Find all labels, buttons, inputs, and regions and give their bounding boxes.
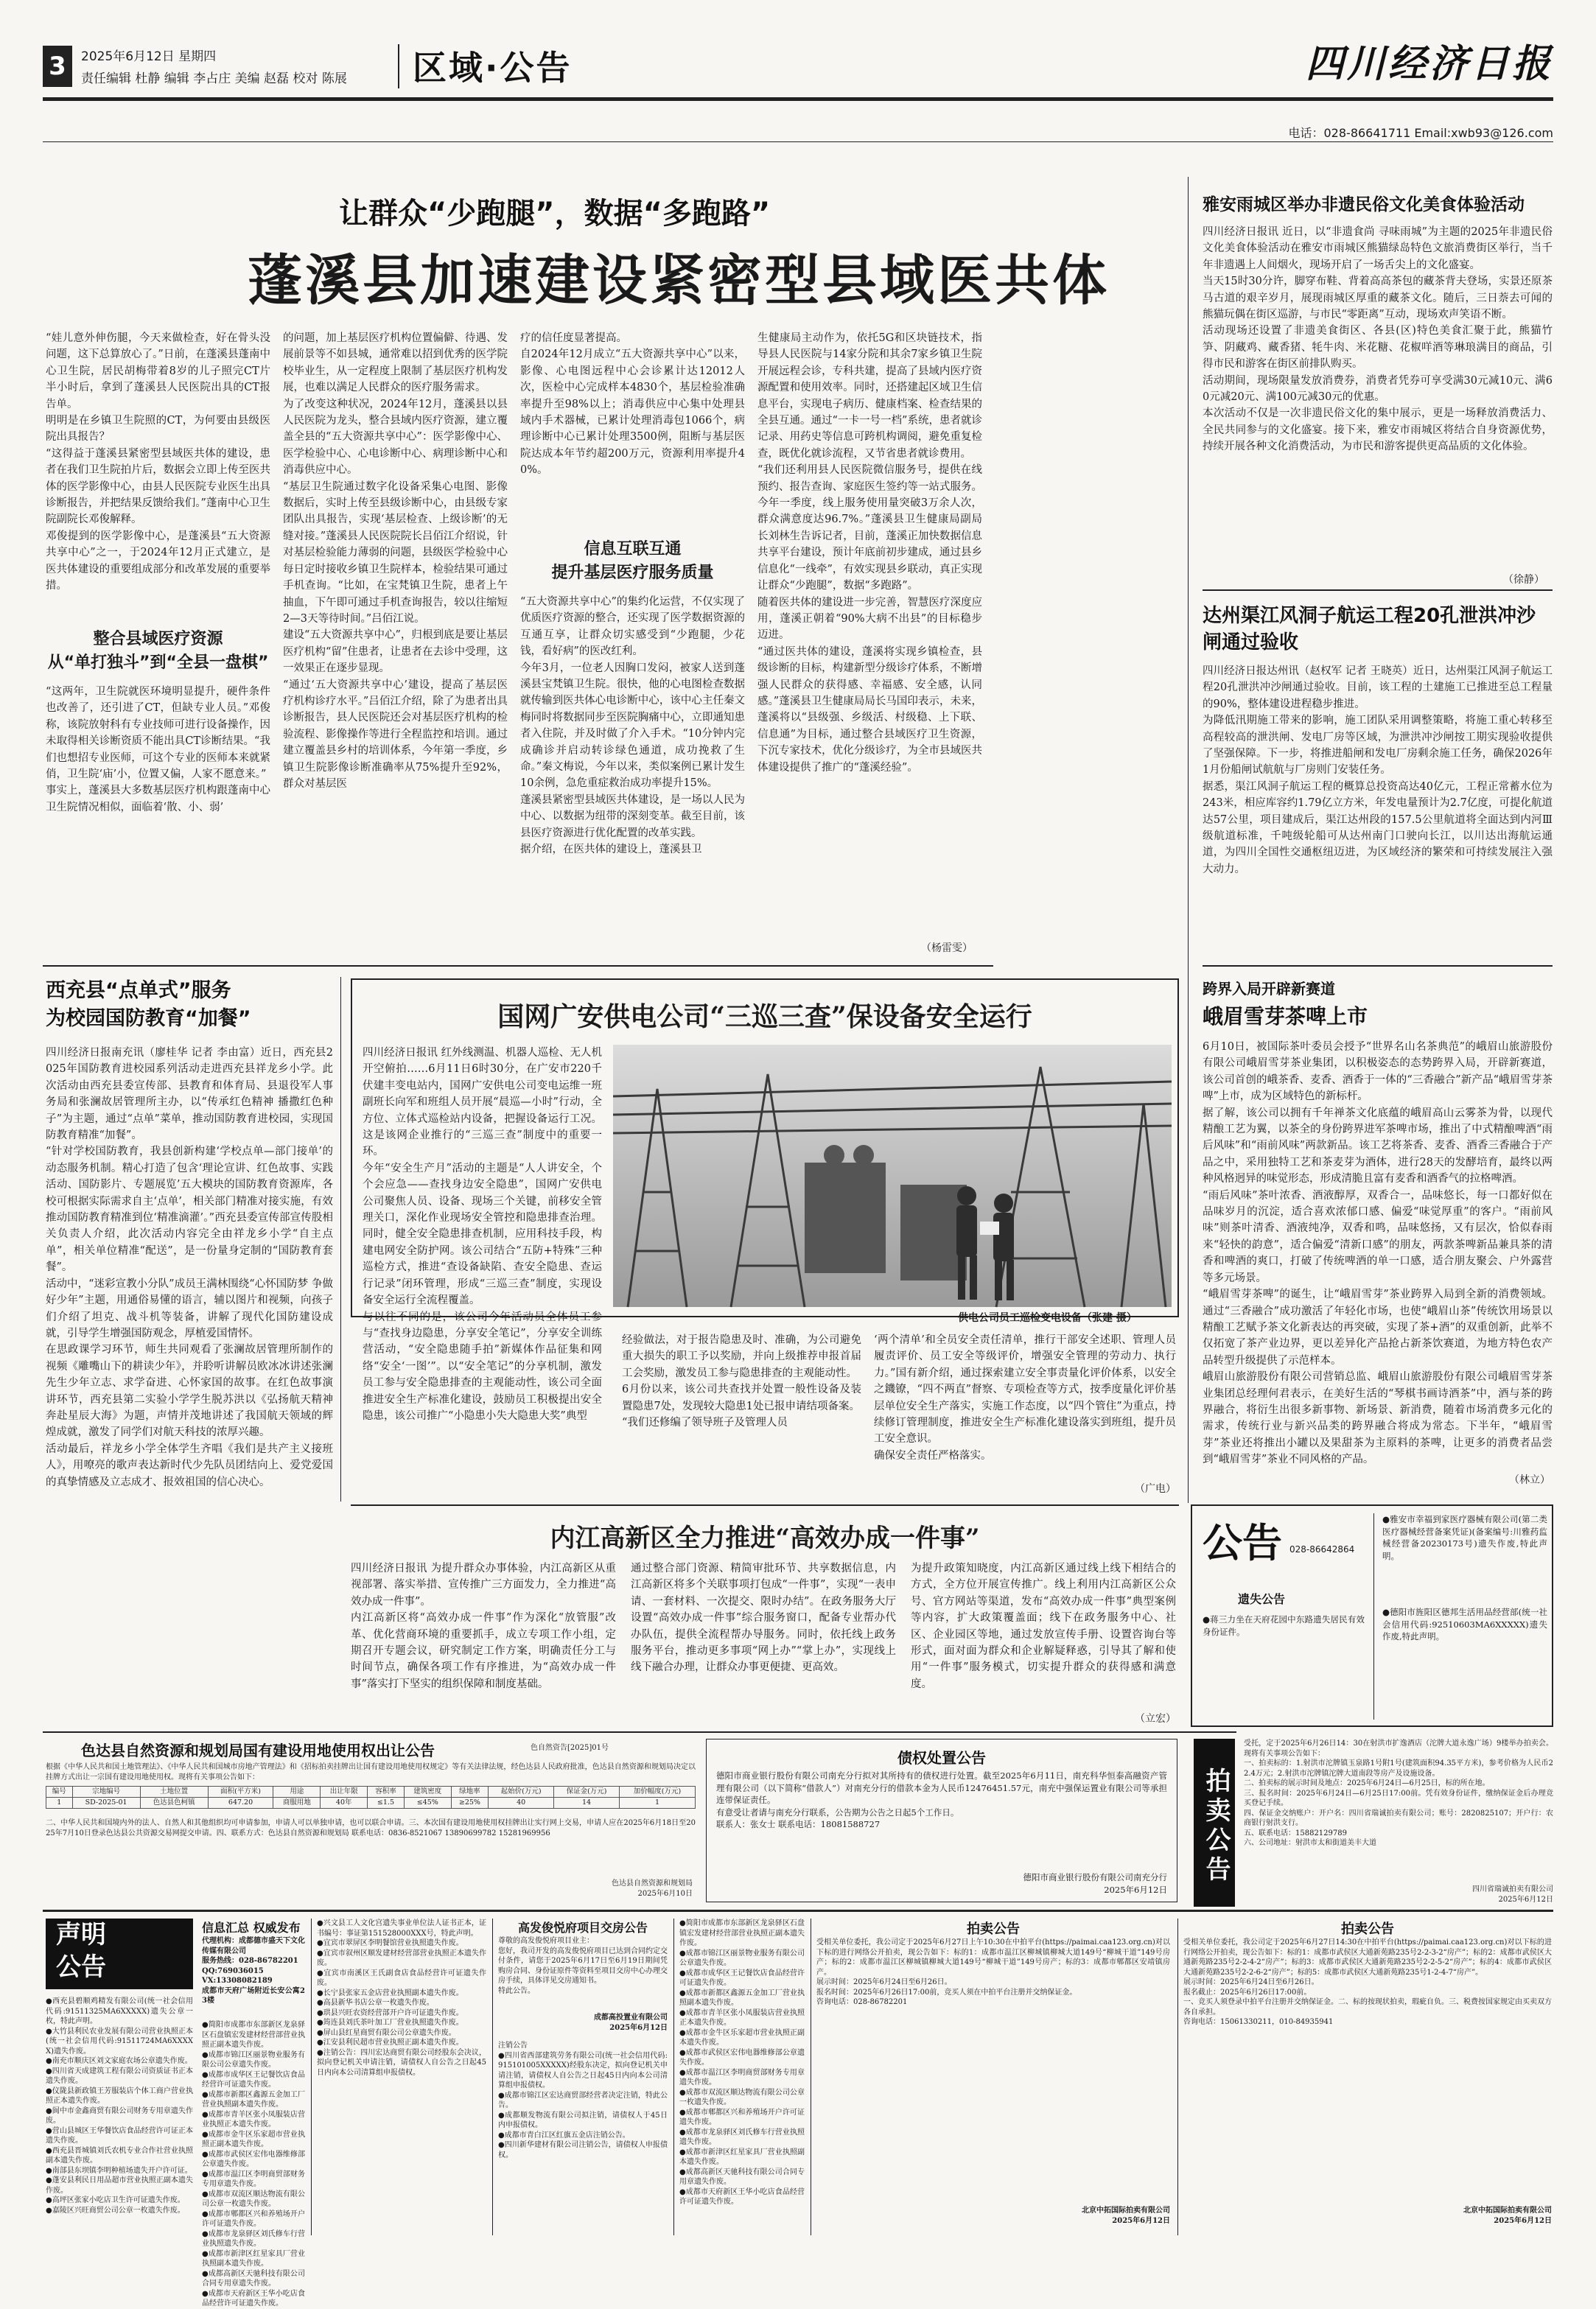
debt-sign: 德阳市商业银行股份有限公司南充分行 2025年6月12日 (1023, 1872, 1167, 1895)
lead-byline: （杨雷雯） (921, 942, 973, 954)
substation-photo (613, 1045, 1172, 1307)
xichong-headline: 西充县“点单式”服务 为校园国防教育“加餐” (46, 979, 251, 1030)
notice-item-3: ●德阳市旌阳区德邦生活用品经营部(统一社会信用代码:92510603MA6XXXXX)遗失作废,特此声明。 (1382, 1607, 1547, 1641)
lead-col-3b: “五大资源共享中心”的集约化运营，不仅实现了优质医疗资源的整合，还实现了医学数据资源的互通互享，让群众切实感受到“少跑腿，少花钱，看好病”的医改红利。 今年3月，一位老人因胸口发闷，被家人送到蓬溪县宝梵镇卫生院。很快，他的心电图检查数据就传输到医共体心电诊断中心，该中心主任秦文梅同时将数据同步至医院胸痛中心，立即通知患者入住院，并及时做了介入手术。“10分钟内完成确诊并启动转诊绿色通道，成功挽救了生命。”秦文梅说，今年以来，类似案例已累计发生10余例，急危重症救治成功率提升15%。 蓬溪县紧密型县域医共体建设，是一场以人民为中心、以数据为纽带的深刻变革。截至目前，该县医疗资源进行优化配置的改革实践。 据介绍，在医共体的建设上，蓬溪县卫 (520, 596, 745, 856)
land-table-row (46, 1798, 696, 1809)
notice-big-title: 公告 (1203, 1520, 1282, 1566)
land-notice-sign: 色达县自然资源和规划局 2025年6月10日 (612, 1879, 693, 1898)
neijiang-col-3: 为提升政策知晓度，内江高新区通过线上线下相结合的方式，全方位开展宣传推广。线上利用内江高新区公众号、官方网站等渠道，发布“高效办成一件事”典型案例等内容，扩大政策覆盖面；线下在政务服务中心、社区、企业园区等地，通过发放宣传手册、设置咨询台等形式，面对面为群众和企业解疑释惑，引导其了解和使用“一件事”服务模式，切实提升群众的获得感和满意度。 (911, 1563, 1176, 1690)
right-col-vrule (1188, 177, 1189, 1503)
land-td: 商服用地 (273, 1798, 321, 1809)
emei-body: 6月10日，被国际茶叶委员会授予“世界名山名茶典范”的峨眉山旅游股份有限公司峨眉雪芽茶业集团，以积极姿态的态势跨界入局，开辟新赛道，该公司首创的峨茶香、麦香、酒香于一体的“三香融合”新产品“峨眉雪芽茶啤”上市，成为区域特色的新标杆。 据了解，该公司以拥有千年禅茶文化底蕴的峨眉高山云雾茶为骨，以现代精酿工艺为翼，以茶全的身份跨界进军茶啤市场，推出了中式精酿啤酒“雨后风味”和“雨前风味”两款新品。该工艺将茶香、麦香、酒香三香融合于产品之中，采用独特工艺和茶麦芽为酒体，进行28天的发酵培育，最终以两种风格迥异的味觉形态，形成清脆且富有麦香和酒香气的拉格啤酒。 “雨后风味”茶叶浓香、酒液醇厚，双香合一，品味悠长，每一口都好似在品味岁月的沉淀，适合喜欢浓郁口感、偏爱“味觉厚重”的客户。“雨前风味”则茶叶清香、酒液纯净，双香和鸣，品味悠扬，又有层次，恰似春雨来“轻快的韵意”，适合偏爱“清新口感”的朋友，两款茶啤新品兼具茶的清香和啤酒的爽口，打破了传统啤酒的单一口感，适合朋友聚会、户外露营等多元场景。 “峨眉雪芽茶啤”的诞生，让“峨眉雪芽”茶业跨界入局到全新的消费领域。通过“三香融合”成功激活了年轻化市场，也使“峨眉山茶”传统饮用场景以精酿工艺赋予茶文化新表达的再突破，实现了茶+酒”的双重创新，此举不仅拓宽了茶产业边界，更以差异化产品抢占新茶饮赛道，为地方特色农产品转型升级提供了示范样本。 峨眉山旅游股份有限公司营销总监、峨眉山旅游股份有限公司峨眉雪芽茶业集团总经理何君表示，在美好生活的“琴棋书画诗酒茶”中，酒与茶的跨界融合，将衍生出很多新事物、新场景、新消费，随着市场消费多元化的需求，传统行业与新兴品类的跨界融合将成为常态。下半年，“峨眉雪芽”茶业还将推出小罐以及果甜茶为主原料的茶啤，让更多的消费者品尝到“峨眉雪芽”茶业不同风格的产品。 (1203, 1041, 1553, 1466)
junyue-sign: 成都高投置业有限公司 2025年6月12日 (594, 2014, 668, 2032)
neijiang-col-1: 四川经济日报讯 为提升群众办事体验，内江高新区从重视部署、落实举措、宣传推广三方面发力，全力推进“高效办成一件事”。 内江高新区将“高效办成一件事”作为深化“放管服”改革、优化营商环境的重要抓手，成立专项工作小组，定期召开专题会议，研究制定工作方案，明确责任分工与时间节点，确保各项工作有序推进，为“高效办成一件事”落实打下坚实的组织保障和制度基础。 (351, 1563, 616, 1690)
notice-phone: 028-86642864 (1289, 1544, 1355, 1555)
junyue-body: 尊敬的高发俊悦府项目业主： 您好，我司开发的高发俊悦府项目已达到合同约定交付条件，请您于2025年6月17日至6月19日期间凭购房合同、身份证原件等资料至项目交房中心办理交房手续，具体详见交房通知书。 特此公告。 (498, 1937, 668, 1995)
xichong-body: 四川经济日报南充讯（廖桂华 记者 李由富）近日，西充县2025年国防教育进校园系列活动走进西充县祥龙乡小学。此次活动由西充县委宣传部、县教育和体育局、县退役军人事务局和张澜故居管理所主办，以“传承红色精神 播撒红色种子”为主题，通过“点单”菜单，推动国防教育进校园，实现国防教育精准“加餐”。 “针对学校国防教育，我县创新构建‘学校点单—部门接单’的动态服务机制。精心打造了包含‘理论宣讲、红色故事、实践活动、国防影片、专题展览’五大模块的国防教育资源库，各校可根据实际需求自主‘点单’，相关部门精准对接实施，有效推动国防教育精准到位‘精准滴灌’。”西充县委宣传部宣传股相关负责人介绍，此次活动内容完全由祥龙乡小学“自主点单”，相关单位精准“配送”，是一份量身定制的“国防教育套餐”。 活动中，“迷彩宣教小分队”成员王满林围绕“心怀国防梦 争做好少年”主题，用通俗易懂的语言，辅以图片和视频，向孩子们介绍了坦克、战斗机等装备，讲解了现代化国防建设成就，引导学生增强国防观念，厚植爱国情怀。 在思政课学习环节，师生共同观看了张澜故居管理所制作的视频《雕嘴山下的耕读少年》，并聆听讲解员欧冰冰讲述张澜先生少年立志、求学奋进、心怀家国的故事。在红色故事演讲环节，西充县第二实验小学学生脱苏洪以《弘扬航天精神 奔赴星辰大海》为题，声情并茂地讲述了我国航天领域的辉煌成就，激发了同学们对航天科技的浓厚兴趣。 活动最后，祥龙乡小学全体学生齐唱《我们是共产主义接班人》，用嘹亮的歌声表达新时代少先队员团结向上、爱党爱国的真挚情感及立志成才、报效祖国的信心决心。 (46, 1047, 333, 1488)
land-td: 1 (46, 1798, 73, 1809)
land-th: 用途 (273, 1787, 321, 1798)
auction-ruicheng-body: 受托，定于2025年6月26日14：30在射洪市扩逸酒店（沱牌大道永逸广场）9楼举办拍卖会。现将有关事项公告如下： 一、拍卖标的：1.射洪市沱牌镇玉泉路1号附1号(建筑面积94.35平方米)，参考价格为人民币22.4万元；2.射洪市沱牌镇沱牌大道南段等房产及设施设备。 二、拍卖标的展示时间及地点：2025年6月24日—6月25日，标的所在地。 三、报名时间：2025年6月24日—6月25日17:00前。凭有效身份证件，缴纳保证金后办理竞买登记手续。 四、保证金交纳账户：开户名：四川省瑞诚拍卖有限公司；账号：2820825107；开户行：农商银行射洪支行。 五、联系电话：15882129789 六、公司地址：射洪市太和街道美丰大道 (1244, 1739, 1553, 1847)
lead-headline: 蓬溪县加速建设紧密型县域医共体 (248, 249, 1110, 312)
xichong-vrule (340, 977, 341, 1502)
dazhou-body: 四川经济日报达州讯（赵权军 记者 王晓英）近日，达州渠江风洞子航运工程20孔泄洪冲沙闸通过验收。目前，该工程的土建施工已推进至总工程量的90%，整体建设进程稳步推进。 为降低汛期施工带来的影响，施工团队采用调整策略，将施工重心转移至高程较高的泄洪闸、发电厂房等区域，为泄洪冲沙闸按工期实现验收提供了坚强保障。下一步，将推进船闸和发电厂房剩余施工任务，确保2026年1月份船闸试航航与厂房则门安装任务。 据悉，渠江风洞子航运工程的概算总投资高达40亿元，工程正常蓄水位为243米，相应库容约1.79亿立方米，年发电量预计为2.7亿度，可提化航道达57公里，项目建成后，渠江达州段的157.5公里航道将全面达到内河Ⅲ级航道标准，千吨级轮船可从达州南门口驶向长江，以川达出海航运通道，为四川全国性交通枢纽迈进，为区域经济的繁荣和可持续发展注入强大动力。 (1203, 665, 1553, 875)
guangan-headline: 国网广安供电公司“三巡三查”保设备安全运行 (497, 1001, 1032, 1032)
bottom-vrule-3 (673, 1919, 674, 2235)
page-number-box: 3 (43, 46, 72, 87)
land-td: 647.20 (208, 1798, 273, 1809)
land-td: 40 (489, 1798, 554, 1809)
neijiang-headline: 内江高新区全力推进“高效办成一件事” (550, 1524, 980, 1553)
land-td: 1 (619, 1798, 695, 1809)
land-td: SD-2025-01 (72, 1798, 140, 1809)
guangan-body-2: 经验做法，对于报告隐患及时、准确，为公司避免重大损失的职工予以奖励，并向上级推荐申报首届工会奖励，激发员工参与隐患排查的主观能动性。 6月份以来，该公司共查找并处置一般性设备及装置隐患7处，发现较大隐患1处已报申请结项备案。 “我们还修编了领导班子及管理人员 (622, 1334, 861, 1429)
debt-title: 债权处置公告 (897, 1749, 986, 1767)
land-td: 40年 (321, 1798, 368, 1809)
shengming-items: ●西充县碧顺鸡精发有限公司(统一社会信用代码:91511325MA6XXXXX)遗失公章一枚，特此声明。 ●大竹县利民农业发展有限公司营业执照正本(统一社会信用代码:91511724MA6XXXXX)遗失作废。 ●南充市顺庆区刘文家庭农场公章遗失作废。 ●四川省天成建筑工程有限公司资质证书正本遗失作废。 ●仪陇县新政镇王芳服装店个体工商户营业执照正本遗失作废。 ●阆中市金鑫商贸有限公司财务专用章遗失作废。 ●营山县城区王华餐饮店食品经营许可证正本遗失作废。 ●西充县晋城镇刘氏农机专业合作社营业执照副本遗失作废。 ●南部县东坝镇李明种植场遗失开户许可证。 ●蓬安县利民日用品超市营业执照正副本遗失作废。 ●高坪区张家小吃店卫生许可证遗失作废。 ●嘉陵区兴旺商贸公司公章一枚遗失作废。 (46, 1997, 193, 2215)
notice-item-1: ●蒋三力坐在天府花园中东路遗失居民有效身份证件。 (1203, 1614, 1365, 1637)
lead-col-1a: “娃儿意外伸伤腿，今天来做检查，好在骨头没问题，这下总算放心了。”日前，在蓬溪县蓬南中心卫生院，居民胡梅带着8岁的儿子照完CT片半小时后，拿到了蓬溪县人民医院出具的CT报告单。 明明是在乡镇卫生院照的CT，为何要由县级医院出具报告？ “这得益于蓬溪县紧密型县域医共体的建设，患者在我们卫生院拍片后，数据会立即上传至医共体的医学影像中心，由县人民医院专业医生出具诊断报告，并把结果反馈给我们。”蓬南中心卫生院副院长邓俊解释。 邓俊提到的医学影像中心，是蓬溪县“五大资源共享中心”之一，于2024年12月正式建立，是医共体建设的重要组成部分和改革发展的重要举措。 (46, 332, 270, 592)
land-td: ≥25% (451, 1798, 489, 1809)
land-th: 保证金(万元) (554, 1787, 620, 1798)
auction-2-body: 受相关单位委托，我公司定于2025年6月27日14:30在中拍平台(https://paimai.caa123.org.cn)对以下标的进行网络公开拍卖，现公告如下：标的1：成都市武侯区大通新苑路235号2-2-3-2“房产”；标的2：成都市武侯区大通新苑路235号2-2-4-2“房产”；标的3：成都市武侯区大通新苑路235号2-2-5-2“房产”；标的4：成都市武侯区大通新苑路235号2-2-6-2“房产”；标的5：成都市武侯区大通新苑路235号1-2-4-7“房产”。 展示时间：2025年6月24日至6月26日。 报名截止：2025年6月26日17:00前。 一、竞买人须登录中拍平台注册并交纳保证金。二、标的按现状拍卖，瑕疵自负。三、税费按国家规定由买卖双方各自承担。 咨询电话：15061330211，010-84935941 (1183, 1938, 1552, 2026)
shengming-banner: 声明 公告 (46, 1919, 193, 1989)
emei-byline: （林立） (1509, 1474, 1550, 1486)
auction-2-sign: 北京中拓国际拍卖有限公司 2025年6月12日 (1463, 2207, 1552, 2225)
contact-rule (43, 141, 1553, 142)
shengming-col-2: ●简阳市成都市东部新区龙泉驿区石盘镇宏发建材经营部营业执照正副本遗失作废。 ●成都市锦江区丽景物业服务有限公司公章遗失作废。 ●成都市成华区王记餐饮店食品经营许可证遗失作废。 ●成都市新都区鑫源五金加工厂营业执照副本遗失作废。 ●成都市青羊区张小凤服装店营业执照正本遗失作废。 ●成都市金牛区乐家超市营业执照正副本遗失作废。 ●成都市武侯区宏伟电器维修部公章遗失作废。 ●成都市温江区李明商贸部财务专用章遗失作废。 ●成都市双流区顺达物流有限公司公章一枚遗失作废。 ●成都市郫都区兴和养殖场开户许可证遗失作废。 ●成都市龙泉驿区刘氏修车行营业执照遗失作废。 ●成都市新津区红星家具厂营业执照副本遗失作废。 ●成都高新区天驰科技有限公司合同专用章遗失作废。 ●成都市天府新区王华小吃店食品经营许可证遗失作废。 (202, 2021, 305, 2308)
ads-top-rule (43, 1910, 1553, 1912)
land-th: 容积率 (368, 1787, 405, 1798)
guangan-byline: （广电） (1135, 1483, 1176, 1495)
guangan-body-1: 四川经济日报讯 红外线测温、机器人巡检、无人机开空俯拍……6月11日6时30分，在广安市220千伏建丰变电站内，国网广安供电公司变电运维一班副班长向军和班组人员开展“晨巡—小时”行动，全方位、立体式巡检站内设备，把握设备运行工况。这是该网企业推行的“三巡三查”制度中的重要一环。 今年“安全生产月”活动的主题是“人人讲安全，个个会应急——查找身边安全隐患”，国网广安供电公司聚焦人员、设备、现场三个关键，前移安全管理关口，深化作业现场安全管控和隐患排查治理。同时，健全安全隐患排查机制，应用科技手段，构建电网安全防护网。该公司结合“五防+特殊”三种巡检方式，推进“查设备缺陷、查安全隐患、查运行记录”闭环管理，形成“三巡三查”制度，实现设备安全运行全流程覆盖。 与以往不同的是，该公司今年活动员全体员工参与“查找身边隐患，分享安全笔记”，分享安全训练营活动，“安全隐患随手拍”新媒体作品征集和网络“安全‘一图’”。以“安全笔记”的分享机制，激发员工参与安全隐患排查的主观能动性，该公司全面推进安全生产标准化建设，鼓励员工积极提出安全隐患，该公司推广“小隐患小失大隐患大奖”典型 (363, 1047, 602, 1422)
bottom-vrule-1 (311, 1919, 312, 2235)
land-td: ≤1.5 (368, 1798, 405, 1809)
land-td: 14 (554, 1798, 620, 1809)
guangan-body-3: ‘两个清单’和全员安全责任清单，推行干部安全述职、管理人员履责评价、员工安全等级评价，增强安全管理的劳动力、执行力。”国有新介绍，通过探索建立安全事责量化评价体系，以安全之鐖镣，“四不两直”督察、专项检查等方式，按季度量化评价基层单位安全生产落实，实施工作态度，以“四个管住”为重点，持续修订管理制度，推进安全生产标准化建设落实到班组，提升员工安全意识。 确保安全责任严格落实。 (874, 1334, 1176, 1462)
masthead-divider (398, 44, 399, 88)
shengming-head: 信息汇总 权威发布 (202, 1921, 301, 1935)
editors-line: 责任编辑 杜静 编辑 李占庄 美编 赵磊 校对 陈展 (81, 71, 347, 86)
lead-col-3a: 疗的信任度显著提高。 自2024年12月成立“五大资源共享中心”以来，影像、心电图远程中心会诊累计达12012人次，医检中心完成样本4830个，基层检验准确率提升至98%以上；消毒供应中心集中处理县域内手术器械，已累计处理消毒包1066个，病理诊断中心已累计处理3500例，阻断与基层医院达成本年节约超200万元，资源利用率提升40%。 (520, 332, 745, 477)
bottom-vrule-2 (492, 1919, 493, 2235)
dazhou-headline: 达州渠江风洞子航运工程20孔泄洪冲沙闸通过验收 (1203, 605, 1536, 654)
yaan-headline: 雅安雨城区举办非遗民俗文化美食体验活动 (1203, 195, 1525, 214)
yaan-byline: （徐静） (1503, 574, 1544, 586)
section-title: 区域·公告 (413, 48, 573, 88)
land-th: 面积(平方米) (208, 1787, 273, 1798)
dazhou-rule (1203, 965, 1553, 967)
land-td: 色达县色柯镇 (140, 1798, 208, 1809)
lead-col-1b: “这两年，卫生院就医环境明显提升，硬件条件也改善了，还引进了CT，但缺专业人员。”邓俊称，该院放射科有专业技师可进行设备操作，因未取得相关诊断资质不能出具CT诊断结果。“我们也想招专业医师，可这个专业的医师本来就紧俏，卫生院‘庙’小，位置又偏，人家不愿意来。” 事实上，蓬溪县大多数基层医疗机构跟蓬南中心卫生院情况相似，面临着‘散、小、弱’ (46, 686, 270, 813)
contact-line: 电话：028-86641711 Email:xwb93@126.com (1288, 126, 1553, 140)
neijiang-col-2: 通过整合部门资源、精简审批环节、共享数据信息，内江高新区将多个关联事项打包成“一件事”，实现“一表申请、一套材料、一次提交、限时办结”。在政务服务大厅设置“高效办成一件事”综合服务窗口，配备专业帮办代办队伍，提供全流程帮办导服务。同时，依托线上政务服务平台，推动更多事项“网上办”“掌上办”，实现线上线下融合办理，让群众办事更便捷、更高效。 (631, 1563, 896, 1674)
auction-2-title: 拍卖公告 (1341, 1921, 1394, 1937)
notice-item-2: ●雅安市幸福到家医疗器械有限公司(第二类医疗器械经营备案凭证)(备案编号:川雅药监械经营备20230173号)遗失作废,特此声明。 (1382, 1514, 1547, 1561)
paper-logo: 四川经济日报 (1305, 41, 1553, 86)
neijiang-byline: （立宏） (1135, 1713, 1176, 1725)
lead-subhead-1: 整合县域医疗资源 从“单打独斗”到“全县一盘棋” (47, 630, 269, 672)
debt-body: 德阳市商业银行股份有限公司南充分行拟对其所持有的债权进行处置。截至2025年6月11日，南充科华恒泰高融资产管理有限公司（以下简称“借款人”）对南充分行的借款本金为人民币12476451.57元，南充中强保运置业有限公司等承担连带保证责任。 有意受让者请与南充分行联系，公告期为公告之日起5个工作日。 联系人：张女士 联系电话：18081588727 (716, 1770, 1167, 1829)
cancel-notices: 注销公告 ●四川省西部建筑劳务有限公司(统一社会信用代码:915101005XXXXX)经股东决定，拟向登记机关申请注销，请债权人自公告之日起45日内向本公司清算组申报债权。 ●成都市锦江区宏达商贸部经营者决定注销，特此公告。 ●成都顺发物流有限公司拟注销，请债权人于45日内申报债权。 ●成都市青白江区红旗五金店注销公告。 ●四川新华建材有限公司注销公告，请债权人申报债权。 (498, 2042, 668, 2159)
lead-bottom-rule (43, 965, 993, 967)
land-table-header (46, 1787, 696, 1798)
classified-col-3: ●兴文县工人文化宫遗失事业单位法人证书正本，证书编号：事证第151528000XXX号，特此声明。 ●宜宾市翠屏区李明餐馆营业执照遗失作废。 ●宜宾市叙州区顺发建材经营部营业执照正本遗失作废。 ●宜宾市南溪区王氏副食店食品经营许可证遗失作废。 ●长宁县张家五金店营业执照副本遗失作废。 ●高县新华书店公章一枚遗失作废。 ●珙县兴旺农资经营部开户许可证遗失作废。 ●筠连县刘氏茶叶加工厂营业执照遗失作废。 ●屏山县红星商贸有限公司公章遗失作废。 ●江安县利民超市营业执照正副本遗失作废。 ●注销公告：四川宏达商贸有限公司经股东会决议，拟向登记机关申请注销，请债权人自公告之日起45日内向本公司清算组申报债权。 (317, 1919, 486, 2077)
lead-col-4: 生健康局主动作为，依托5G和区块链技术，指导县人民医院与14家分院和其余7家乡镇卫生院开展远程会诊，专科共建，提高了县域内医疗资源配置和使用效率。同时，还搭建起区域卫生信息平台，实现电子病历、健康档案、检查结果的全县互通。通过“一卡一号一档”系统，患者就诊记录、用药史等信息可跨机构调阅，避免重复检查，既优化就诊流程，又节省患者就诊费用。 “我们还利用县人民医院微信服务号，提供在线预约、报告查询、家庭医生签约等一站式服务。今年一季度，线上服务使用量突破3万余人次，群众满意度达96.7%。”蓬溪县卫生健康局副局长刘林生告诉记者，目前，蓬溪正加快数据信息共享平台建设，预计年底前初步建成，通过县乡信息化“一线牵”，有效实现县乡联动，真正实现让群众“少跑腿”，数据“多跑路”。 随着医共体的建设进一步完善，智慧医疗深度应用，蓬溪正朝着“90%大病不出县”的目标稳步迈进。 “通过医共体的建设，蓬溪将实现乡镇检查，县级诊断的目标，构建新型分级诊疗体系，不断增强人民群众的获得感、幸福感、安全感，认同感。”蓬溪县卫生健康局局长马国印表示，未来，蓬溪将以“县级强、乡级活、村级稳、上下联、信息通”为目标，通过整合县域医疗卫生资源，下沉专家技术，优化分级诊疗，为全市县域医共体建设提供了推广的“蓬溪经验”。 (757, 332, 982, 774)
photo-caption: 供电公司员工巡检变电设备（张建 摄） (958, 1312, 1137, 1324)
land-notice-number: 色自然资告[2025]01号 (531, 1744, 609, 1752)
notice-lost-heading: 遗失公告 (1238, 1592, 1286, 1606)
emei-headline: 峨眉雪芽茶啤上市 (1203, 1004, 1368, 1029)
land-notice-title: 色达县自然资源和规划局国有建设用地使用权出让公告 (81, 1742, 435, 1759)
auction-1-body: 受相关单位委托，我公司定于2025年6月27日上午10:30在中拍平台(https://paimai.caa123.org.cn)对以下标的进行网络公开拍卖，现公告如下：标的1：成都市温江区柳城镇柳城大道149号“柳城干道”149号房产；标的2：成都市温江区柳城镇柳城大道149号“柳城干道”149号房产；标的3：成都市郫都区安靖镇房产。 展示时间：2025年6月24日至6月26日。 报名时间：2025年6月26日17:00前，竞买人须在中拍平台注册并交纳保证金。 咨询电话：028-86782201 (816, 1938, 1170, 2006)
junyue-title: 高发俊悦府项目交房公告 (517, 1921, 648, 1935)
land-th: 宗地编号 (72, 1787, 140, 1798)
land-notice-tail: 二、中华人民共和国境内外的法人、自然人和其他组织均可申请参加，申请人可以单独申请，也可以联合申请。三、本次国有建设用地使用权挂牌出让实行网上交易，申请人应在2025年6月18日至2025年7月10日登录色达县公共资源交易网提交申请。四、联系方式：色达县自然资源和规划局 联系电话：0836-8521067 13890699782 15281969956 (46, 1819, 696, 1837)
lead-subhead-2: 信息互联互通 提升基层医疗服务质量 (551, 540, 714, 582)
auction-1-sign: 北京中拓国际拍卖有限公司 2025年6月12日 (1082, 2207, 1170, 2225)
issue-date: 2025年6月12日 星期四 (81, 49, 217, 64)
auction-ruicheng-sign: 四川省瑞诚拍卖有限公司 2025年6月12日 (1472, 1885, 1553, 1904)
notice-vrule (1373, 1513, 1374, 1720)
classified-col-5: ●简阳市成都市东部新区龙泉驿区石盘镇宏发建材经营部营业执照正副本遗失作废。 ●成都市锦江区丽景物业服务有限公司公章遗失作废。 ●成都市成华区王记餐饮店食品经营许可证遗失作废。 ●成都市新都区鑫源五金加工厂营业执照副本遗失作废。 ●成都市青羊区张小凤服装店营业执照正本遗失作废。 ●成都市金牛区乐家超市营业执照正副本遗失作废。 ●成都市武侯区宏伟电器维修部公章遗失作废。 ●成都市温江区李明商贸部财务专用章遗失作废。 ●成都市双流区顺达物流有限公司公章一枚遗失作废。 ●成都市郫都区兴和养殖场开户许可证遗失作废。 ●成都市龙泉驿区刘氏修车行营业执照遗失作废。 ●成都市新津区红星家具厂营业执照副本遗失作废。 ●成都高新区天驰科技有限公司合同专用章遗失作废。 ●成都市天府新区王华小吃店食品经营许可证遗失作废。 (679, 1919, 805, 2206)
land-table (46, 1786, 696, 1809)
lead-col-2: 的问题，加上基层医疗机构位置偏僻、待遇、发展前景等不如县城，通常难以招到优秀的医学院校毕业生，从一定程度上限制了基层医疗机构发展，也难以满足人民群众的医疗服务需求。 为了改变这种状况，2024年12月，蓬溪县以县人民医院为龙头，整合县域内医疗资源，建立覆盖全县的“五大资源共享中心”：医学影像中心、医学检验中心、心电诊断中心、病理诊断中心和消毒供应中心。 “基层卫生院通过数字化设备采集心电图、影像数据后，实时上传至县级诊断中心，由县级专家团队出具报告，实现‘基层检查、上级诊断’的无缝对接。”蓬溪县人民医院院长吕佰江介绍说，针对基层检验能力薄弱的问题，县级医学检验中心每日定时接收乡镇卫生院样本，检验结果可通过手机查询。“比如，在宝梵镇卫生院，患者上午抽血，下午即可通过手机查询报告，较以往缩短2—3天等待时间。”吕佰江说。 建设“五大资源共享中心”，归根到底是要让基层医疗机构“留”住患者，让患者在去诊中受理，这一效果正在逐步显现。 “通过‘五大资源共享中心’建设，提高了基层医疗机构诊疗水平。”吕佰江介绍，除了为患者出具诊断报告，县人民医院还会对基层医疗机构的检验流程、影像操作等进行全程监控和培训。通过建立覆盖县乡村的培训体系，今年第一季度，乡镇卫生院影像诊断准确率从75%提升至92%，群众对基层医 (283, 332, 508, 790)
land-th: 土地位置 (140, 1787, 208, 1798)
masthead-rule-thick (43, 97, 1553, 101)
land-th: 绿地率 (451, 1787, 489, 1798)
land-th: 出让年限 (321, 1787, 368, 1798)
auction-vertical-banner: 拍卖公告 (1194, 1739, 1235, 1907)
lead-kicker: 让群众“少跑腿”，数据“多跑路” (339, 197, 771, 231)
land-th: 编号 (46, 1787, 73, 1798)
shengming-service: 代理机构：成都德市盛天下文化传媒有限公司 服务热线：028-86782201 QQ:769036015 VX:13308082189 成都市天府广场附近长安公寓23楼 (202, 1937, 305, 2005)
land-th: 加价幅度(万元) (619, 1787, 695, 1798)
land-th: 起始价(万元) (489, 1787, 554, 1798)
neijiang-bottom-rule (43, 1731, 1236, 1733)
mid-bottom-rule (351, 1504, 1179, 1506)
land-td: ≤45% (404, 1798, 451, 1809)
bottom-vrule-5 (1177, 1919, 1178, 2235)
yaan-body: 四川经济日报讯 近日，以“非遗食尚 寻味雨城”为主题的2025年非遗民俗文化美食体验活动在雅安市雨城区熊猫绿岛特色文旅消费街区举行，当千年非遗遇上人间烟火，现场开启了一场舌尖上的文化盛宴。 当天15时30分许，脚穿布鞋、背着高高茶包的藏茶背夫登场，实景还原茶马古道的艰辛岁月，展现雨城区厚重的藏茶文化。随后，三日萘去可闻的熊猫玩偶在街区巡游，与市民“零距离”互动，现场欢声笑语不断。 活动现场还设置了非遗美食街区、各县(区)特色美食汇聚于此，熊猫竹笋、阴藏鸡、藏香猪、牦牛肉、米花糖、花椒咩酒等琳琅满目的商品，引得市民和游客在街区前排队购买。 活动期间，现场限量发放消费券，消费者凭券可享受满30元减10元、满60元减20元、满100元减30元的优惠。 本次活动不仅是一次非遗民俗文化的集中展示，更是一场释放消费活力、全民共同参与的文化盛宴。接下来，雅安市雨城区将结合自身资源优势，持续开展各种文化消费活动，为市民和游客提供更高品质的文化体验。 (1203, 226, 1553, 453)
auction-1-title: 拍卖公告 (967, 1921, 1020, 1937)
land-notice-intro: 根据《中华人民共和国土地管理法》、《中华人民共和国城市房地产管理法》和《招标拍卖挂牌出让国有建设用地使用权规定》等有关法律法规，经色达县人民政府批准，色达县自然资源和规划局决定以挂牌方式出让一宗国有建设用地使用权。现将有关事项公告如下： (46, 1763, 696, 1781)
emei-kicker: 跨界入局开辟新赛道 (1203, 980, 1335, 998)
land-th: 建筑密度 (404, 1787, 451, 1798)
yaan-rule (1203, 589, 1553, 591)
